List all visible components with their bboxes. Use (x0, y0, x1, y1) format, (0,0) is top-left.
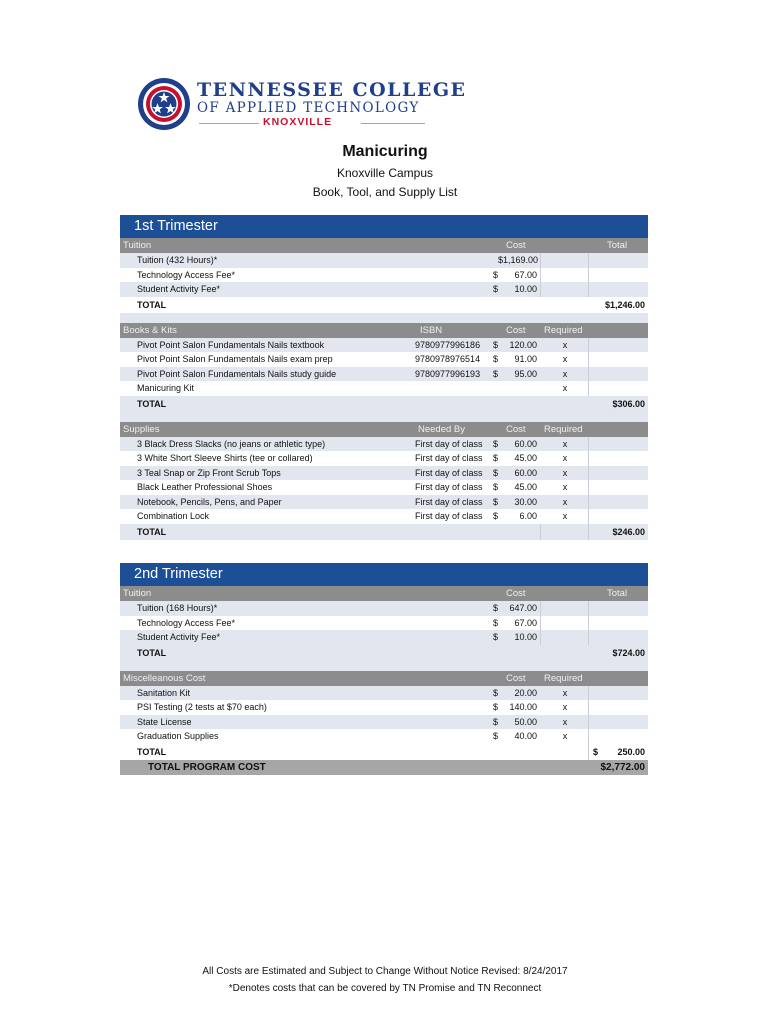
cost-column-header: Cost (506, 240, 526, 251)
item-name: Pivot Point Salon Fundamentals Nails textbook (137, 339, 325, 350)
required-column-header: Required (544, 672, 583, 684)
dollar-sign: $ (493, 496, 499, 507)
total-label: TOTAL (137, 647, 167, 658)
required-mark: x (562, 511, 568, 521)
item-name: Student Activity Fee* (137, 284, 221, 294)
item-cost: 60.00 (514, 467, 537, 478)
section-label: Supplies (123, 423, 160, 435)
item-name: 3 White Short Sleeve Shirts (tee or collared) (137, 453, 313, 463)
books-header (120, 323, 648, 338)
section-label: Tuition (123, 240, 152, 251)
dollar-sign: $ (493, 284, 499, 294)
section-label: Miscelleanous Cost (123, 672, 206, 684)
logo-text-line2: OF APPLIED TECHNOLOGY (197, 100, 420, 116)
item-name: Pivot Point Salon Fundamentals Nails exam prep (137, 354, 333, 364)
required-mark: x (562, 731, 568, 741)
needed-by: First day of class (415, 496, 483, 507)
trimester-1-heading: 1st Trimester (120, 215, 648, 238)
table-row (120, 282, 648, 297)
table-row (120, 451, 648, 466)
item-name: Pivot Point Salon Fundamentals Nails study guide (137, 368, 337, 379)
table-row (120, 700, 648, 715)
item-name: Black Leather Professional Shoes (137, 482, 273, 492)
required-mark: x (562, 716, 568, 727)
table-row (120, 715, 648, 730)
item-cost: 40.00 (514, 731, 537, 741)
tuition-header (120, 238, 648, 253)
tuition-header (120, 586, 648, 601)
item-cost: 6.00 (519, 511, 537, 521)
required-mark: x (562, 438, 568, 449)
item-isbn: 9780978976514 (415, 354, 481, 364)
item-isbn: 9780977996193 (415, 368, 481, 379)
item-cost: 67.00 (514, 269, 537, 280)
document-title: Manicuring (342, 143, 428, 160)
required-mark: x (562, 496, 568, 507)
dollar-sign: $ (493, 354, 499, 364)
needed-by: First day of class (415, 511, 483, 521)
total-row (120, 396, 648, 412)
needed-by: First day of class (415, 438, 483, 449)
required-mark: x (562, 368, 568, 379)
required-mark: x (562, 687, 568, 698)
table-row (120, 338, 648, 353)
item-cost: 647.00 (509, 603, 537, 613)
item-name: Sanitation Kit (137, 687, 191, 698)
cost-column-header: Cost (506, 423, 526, 435)
item-name: Graduation Supplies (137, 731, 219, 741)
trimester-2-table (120, 563, 648, 775)
total-row (120, 645, 648, 661)
item-name: Notebook, Pencils, Pens, and Paper (137, 496, 282, 507)
section-label: Tuition (123, 588, 152, 599)
table-row (120, 495, 648, 510)
table-row (120, 466, 648, 481)
total-value: $1,246.00 (604, 299, 645, 310)
item-cost: 45.00 (514, 453, 537, 463)
dollar-sign: $ (493, 687, 499, 698)
table-row (120, 367, 648, 382)
table-row (120, 686, 648, 701)
needed-by-column-header: Needed By (418, 423, 466, 435)
required-mark: x (562, 482, 568, 492)
dollar-sign: $ (493, 339, 499, 350)
item-cost: 67.00 (514, 617, 537, 628)
trimester-2-heading: 2nd Trimester (120, 563, 648, 586)
campus-subtitle: Knoxville Campus (336, 166, 434, 180)
required-mark: x (562, 453, 568, 463)
dollar-sign: $ (493, 482, 499, 492)
dollar-sign: $ (493, 603, 499, 613)
total-label: TOTAL (137, 746, 167, 757)
dollar-sign: $ (493, 368, 499, 379)
table-row (120, 729, 648, 744)
item-cost: 10.00 (514, 284, 537, 294)
total-dollar-sign: $ (593, 746, 599, 757)
dollar-sign: $ (493, 617, 499, 628)
required-column-header: Required (544, 423, 583, 435)
dollar-sign: $ (493, 731, 499, 741)
item-name: Tuition (432 Hours)* (137, 255, 218, 265)
section-spacer (120, 313, 648, 323)
item-cost: 95.00 (514, 368, 537, 379)
section-spacer (120, 661, 648, 671)
needed-by: First day of class (415, 467, 483, 478)
needed-by: First day of class (415, 453, 483, 463)
total-row (120, 744, 648, 760)
table-row (120, 381, 648, 396)
item-cost: 60.00 (514, 438, 537, 449)
logo-divider-right (361, 123, 425, 124)
table-row (120, 268, 648, 283)
total-label: TOTAL (137, 398, 167, 409)
list-subtitle: Book, Tool, and Supply List (312, 185, 458, 199)
total-column-header: Total (607, 240, 628, 251)
cost-column-header: Cost (506, 324, 526, 336)
total-value: $306.00 (612, 398, 645, 409)
supplies-header (120, 422, 648, 437)
item-cost: 20.00 (514, 687, 537, 698)
total-label: TOTAL (137, 526, 167, 537)
section-spacer (120, 412, 648, 422)
misc-header (120, 671, 648, 686)
required-mark: x (562, 339, 568, 350)
table-row (120, 630, 648, 645)
required-mark: x (562, 702, 568, 712)
tennessee-tristar-emblem-icon (137, 77, 191, 131)
item-cost: 91.00 (514, 354, 537, 364)
total-column-header: Total (607, 588, 628, 599)
total-row (120, 524, 648, 540)
logo-campus: KNOXVILLE (263, 116, 333, 128)
item-cost: 140.00 (509, 702, 537, 712)
dollar-sign: $ (493, 716, 499, 727)
isbn-column-header: ISBN (420, 324, 443, 336)
table-row (120, 616, 648, 631)
table-row (120, 509, 648, 524)
total-value: $724.00 (612, 647, 645, 658)
dollar-sign: $ (493, 438, 499, 449)
table-row (120, 352, 648, 367)
table-row (120, 437, 648, 452)
item-cost: 120.00 (509, 339, 537, 350)
total-value: $246.00 (612, 526, 645, 537)
tn-promise-note: *Denotes costs that can be covered by TN Promise and TN Reconnect (228, 983, 542, 994)
item-cost: 30.00 (514, 496, 537, 507)
dollar-sign: $ (493, 702, 499, 712)
total-label: TOTAL (137, 299, 167, 310)
dollar-sign: $ (493, 632, 499, 642)
item-name: Tuition (168 Hours)* (137, 603, 218, 613)
item-cost: 45.00 (514, 482, 537, 492)
item-name: 3 Teal Snap or Zip Front Scrub Tops (137, 467, 281, 478)
dollar-sign: $ (493, 467, 499, 478)
required-mark: x (562, 354, 568, 364)
logo-text-line1: TENNESSEE COLLEGE (197, 79, 467, 101)
trimester-1-table (120, 215, 648, 540)
item-name: 3 Black Dress Slacks (no jeans or athletic type) (137, 438, 326, 449)
cost-column-header: Cost (506, 588, 526, 599)
table-row (120, 480, 648, 495)
needed-by: First day of class (415, 482, 483, 492)
college-logo (137, 77, 467, 133)
item-name: State License (137, 716, 192, 727)
cost-disclaimer: All Costs are Estimated and Subject to Change Without Notice Revised: 8/24/2017 (202, 966, 568, 977)
logo-divider-left (199, 123, 259, 124)
dollar-sign: $ (493, 511, 499, 521)
dollar-sign: $ (493, 453, 499, 463)
section-label: Books & Kits (123, 324, 177, 336)
table-row (120, 601, 648, 616)
dollar-sign: $ (493, 269, 499, 280)
cost-column-header: Cost (506, 672, 526, 684)
item-name: Technology Access Fee* (137, 269, 236, 280)
required-column-header: Required (544, 324, 583, 336)
item-isbn: 9780977996186 (415, 339, 481, 350)
item-cost: 50.00 (514, 716, 537, 727)
item-name: Combination Lock (137, 511, 210, 521)
item-cost: $1,169.00 (497, 255, 538, 265)
required-mark: x (562, 383, 568, 393)
item-name: Student Activity Fee* (137, 632, 221, 642)
item-name: Manicuring Kit (137, 383, 195, 393)
program-total-label: TOTAL PROGRAM COST (148, 761, 266, 773)
program-total-row (120, 760, 648, 775)
program-total-value: $2,772.00 (600, 761, 645, 773)
total-row (120, 297, 648, 313)
item-name: PSI Testing (2 tests at $70 each) (137, 702, 267, 712)
required-mark: x (562, 467, 568, 478)
total-value: 250.00 (617, 746, 645, 757)
item-cost: 10.00 (514, 632, 537, 642)
item-name: Technology Access Fee* (137, 617, 236, 628)
table-row (120, 253, 648, 268)
